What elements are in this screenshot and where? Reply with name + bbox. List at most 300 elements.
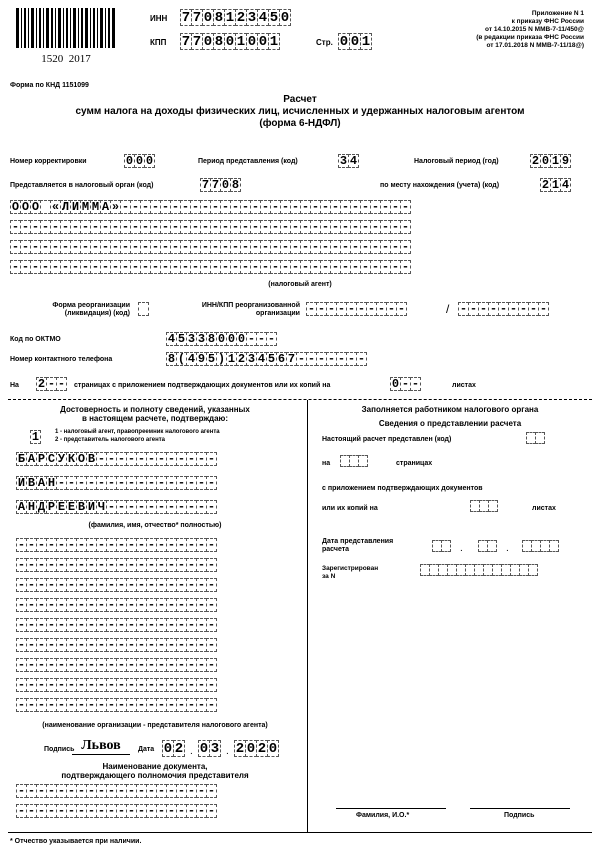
char-cell[interactable]: - [117, 558, 126, 572]
char-cell[interactable]: 7 [287, 352, 296, 366]
char-cell[interactable]: - [77, 618, 86, 632]
char-cell[interactable]: - [27, 598, 36, 612]
char-cell[interactable]: - [167, 658, 176, 672]
char-cell[interactable]: - [111, 220, 120, 234]
char-cell[interactable]: - [77, 598, 86, 612]
reorg-cells[interactable] [138, 302, 148, 316]
char-cell[interactable]: - [27, 804, 36, 818]
char-cell[interactable]: - [341, 200, 350, 214]
char-cell[interactable]: - [261, 240, 270, 254]
char-cell[interactable]: - [157, 452, 166, 466]
char-cell[interactable]: - [317, 352, 326, 366]
char-cell[interactable]: 7 [192, 34, 202, 50]
char-cell[interactable]: - [87, 804, 96, 818]
char-cell[interactable]: 0 [339, 34, 349, 50]
char-cell[interactable]: 4 [561, 178, 570, 192]
char-cell[interactable]: - [317, 302, 326, 316]
char-cell[interactable]: - [107, 804, 116, 818]
char-cell[interactable]: - [141, 200, 150, 214]
char-cell[interactable]: - [167, 500, 176, 514]
char-cell[interactable]: - [147, 558, 156, 572]
char-cell[interactable]: - [297, 352, 306, 366]
char-cell[interactable]: - [151, 220, 160, 234]
char-cell[interactable]: - [137, 598, 146, 612]
char-cell[interactable]: 2 [37, 377, 46, 391]
char-cell[interactable]: Р [47, 500, 56, 514]
char-cell[interactable]: - [197, 678, 206, 692]
char-cell[interactable]: - [107, 658, 116, 672]
char-cell[interactable]: - [57, 678, 66, 692]
reorg-inn-cells[interactable] [306, 302, 406, 316]
char-cell[interactable]: - [167, 578, 176, 592]
char-cell[interactable]: - [177, 804, 186, 818]
char-cell[interactable]: - [17, 784, 26, 798]
char-cell[interactable]: - [161, 240, 170, 254]
char-cell[interactable]: - [137, 678, 146, 692]
char-cell[interactable]: - [67, 618, 76, 632]
pages-cells[interactable] [36, 377, 66, 391]
char-cell[interactable]: - [27, 538, 36, 552]
location-cells[interactable] [540, 178, 570, 192]
char-cell[interactable]: - [321, 220, 330, 234]
char-cell[interactable]: - [147, 698, 156, 712]
char-cell[interactable]: - [27, 638, 36, 652]
char-cell[interactable]: - [187, 452, 196, 466]
org-row4[interactable] [16, 598, 216, 612]
char-cell[interactable]: И [17, 476, 26, 490]
char-cell[interactable]: - [37, 784, 46, 798]
char-cell[interactable]: - [177, 618, 186, 632]
char-cell[interactable]: - [47, 377, 56, 391]
char-cell[interactable]: 8 [207, 332, 216, 346]
char-cell[interactable]: 8 [214, 34, 224, 50]
char-cell[interactable]: 2 [541, 178, 550, 192]
phone-cells[interactable] [166, 352, 366, 366]
char-cell[interactable]: - [321, 260, 330, 274]
char-cell[interactable]: Н [47, 476, 56, 490]
char-cell[interactable]: Р [37, 452, 46, 466]
char-cell[interactable]: - [191, 240, 200, 254]
char-cell[interactable]: - [57, 578, 66, 592]
char-cell[interactable]: - [87, 638, 96, 652]
char-cell[interactable]: - [117, 698, 126, 712]
char-cell[interactable]: - [197, 452, 206, 466]
char-cell[interactable]: - [207, 558, 216, 572]
char-cell[interactable]: - [37, 658, 46, 672]
char-cell[interactable]: - [17, 558, 26, 572]
char-cell[interactable]: - [27, 698, 36, 712]
char-cell[interactable]: 2 [237, 352, 246, 366]
char-cell[interactable]: - [141, 260, 150, 274]
char-cell[interactable]: - [127, 678, 136, 692]
char-cell[interactable]: - [157, 538, 166, 552]
char-cell[interactable]: - [121, 240, 130, 254]
char-cell[interactable]: - [351, 240, 360, 254]
char-cell[interactable]: - [489, 302, 498, 316]
char-cell[interactable]: - [221, 220, 230, 234]
reorg-kpp-cells[interactable] [458, 302, 548, 316]
char-cell[interactable]: - [67, 638, 76, 652]
char-cell[interactable]: - [27, 558, 36, 572]
authority-cells[interactable] [200, 178, 240, 192]
char-cell[interactable]: - [191, 260, 200, 274]
char-cell[interactable]: - [47, 618, 56, 632]
char-cell[interactable]: 0 [221, 178, 230, 192]
char-cell[interactable]: 1 [236, 34, 246, 50]
char-cell[interactable]: - [241, 220, 250, 234]
char-cell[interactable]: - [167, 678, 176, 692]
char-cell[interactable]: - [381, 260, 390, 274]
char-cell[interactable]: - [87, 598, 96, 612]
char-cell[interactable]: - [137, 638, 146, 652]
right-date-m[interactable] [478, 540, 496, 552]
char-cell[interactable]: - [37, 618, 46, 632]
char-cell[interactable]: - [31, 240, 40, 254]
char-cell[interactable]: 9 [197, 352, 206, 366]
char-cell[interactable]: - [371, 200, 380, 214]
char-cell[interactable]: - [167, 804, 176, 818]
char-cell[interactable]: - [307, 352, 316, 366]
char-cell[interactable]: - [107, 678, 116, 692]
char-cell[interactable]: - [177, 500, 186, 514]
char-cell[interactable]: - [17, 578, 26, 592]
char-cell[interactable]: - [127, 784, 136, 798]
char-cell[interactable]: - [107, 500, 116, 514]
char-cell[interactable]: - [121, 260, 130, 274]
char-cell[interactable]: - [397, 302, 406, 316]
char-cell[interactable]: - [371, 220, 380, 234]
char-cell[interactable]: - [67, 784, 76, 798]
char-cell[interactable]: - [381, 240, 390, 254]
char-cell[interactable]: - [17, 598, 26, 612]
char-cell[interactable]: К [67, 452, 76, 466]
char-cell[interactable]: Е [57, 500, 66, 514]
char-cell[interactable]: 4 [258, 10, 268, 26]
char-cell[interactable]: 1 [269, 34, 279, 50]
char-cell[interactable]: - [197, 500, 206, 514]
char-cell[interactable]: 2 [257, 741, 267, 757]
agent-name-row3[interactable] [10, 240, 410, 254]
char-cell[interactable]: - [187, 538, 196, 552]
char-cell[interactable]: - [37, 558, 46, 572]
char-cell[interactable]: - [251, 240, 260, 254]
org-row2[interactable] [16, 558, 216, 572]
char-cell[interactable]: - [117, 500, 126, 514]
char-cell[interactable]: - [177, 678, 186, 692]
char-cell[interactable]: 7 [181, 34, 191, 50]
char-cell[interactable]: - [107, 618, 116, 632]
char-cell[interactable]: - [177, 558, 186, 572]
char-cell[interactable]: - [87, 678, 96, 692]
char-cell[interactable]: - [47, 678, 56, 692]
char-cell[interactable]: - [157, 784, 166, 798]
char-cell[interactable]: - [67, 804, 76, 818]
char-cell[interactable]: - [509, 302, 518, 316]
char-cell[interactable]: - [81, 260, 90, 274]
char-cell[interactable]: - [117, 598, 126, 612]
char-cell[interactable]: 0 [203, 34, 213, 50]
char-cell[interactable]: - [171, 220, 180, 234]
char-cell[interactable]: 8 [231, 178, 240, 192]
char-cell[interactable]: - [57, 558, 66, 572]
char-cell[interactable]: - [291, 240, 300, 254]
char-cell[interactable]: - [321, 200, 330, 214]
char-cell[interactable]: - [311, 200, 320, 214]
char-cell[interactable]: - [21, 220, 30, 234]
char-cell[interactable]: - [207, 598, 216, 612]
char-cell[interactable]: - [221, 260, 230, 274]
char-cell[interactable]: - [137, 618, 146, 632]
char-cell[interactable]: - [77, 638, 86, 652]
char-cell[interactable]: - [157, 598, 166, 612]
char-cell[interactable]: В [77, 500, 86, 514]
char-cell[interactable]: - [187, 618, 196, 632]
char-cell[interactable]: - [61, 260, 70, 274]
char-cell[interactable]: - [87, 658, 96, 672]
char-cell[interactable]: О [11, 200, 20, 214]
char-cell[interactable]: - [27, 678, 36, 692]
char-cell[interactable]: 0 [125, 154, 134, 168]
char-cell[interactable]: - [117, 538, 126, 552]
char-cell[interactable]: - [187, 598, 196, 612]
char-cell[interactable]: - [107, 578, 116, 592]
char-cell[interactable]: - [157, 698, 166, 712]
char-cell[interactable]: - [207, 638, 216, 652]
tax-period-cells[interactable] [530, 154, 570, 168]
char-cell[interactable]: - [181, 220, 190, 234]
char-cell[interactable]: - [211, 260, 220, 274]
correction-cells[interactable] [124, 154, 154, 168]
char-cell[interactable]: - [197, 784, 206, 798]
char-cell[interactable]: - [137, 538, 146, 552]
char-cell[interactable]: - [201, 260, 210, 274]
char-cell[interactable]: - [117, 476, 126, 490]
char-cell[interactable]: - [97, 698, 106, 712]
char-cell[interactable]: - [117, 638, 126, 652]
kpp-cells[interactable] [180, 33, 279, 50]
char-cell[interactable]: - [267, 332, 276, 346]
char-cell[interactable]: - [241, 260, 250, 274]
char-cell[interactable]: 5 [207, 352, 216, 366]
char-cell[interactable]: - [301, 200, 310, 214]
char-cell[interactable]: - [401, 240, 410, 254]
char-cell[interactable]: - [127, 618, 136, 632]
right-pages-cells[interactable] [340, 455, 367, 467]
char-cell[interactable]: - [27, 578, 36, 592]
char-cell[interactable]: - [57, 377, 66, 391]
char-cell[interactable]: - [131, 220, 140, 234]
char-cell[interactable]: О [21, 200, 30, 214]
char-cell[interactable]: А [17, 500, 26, 514]
char-cell[interactable]: - [57, 804, 66, 818]
char-cell[interactable]: - [147, 618, 156, 632]
char-cell[interactable]: - [207, 804, 216, 818]
char-cell[interactable]: - [47, 698, 56, 712]
char-cell[interactable]: Н [27, 500, 36, 514]
char-cell[interactable]: - [127, 500, 136, 514]
char-cell[interactable]: - [201, 240, 210, 254]
char-cell[interactable]: - [51, 240, 60, 254]
char-cell[interactable]: - [197, 698, 206, 712]
char-cell[interactable]: - [37, 804, 46, 818]
doc-row1[interactable] [16, 784, 216, 798]
char-cell[interactable]: - [271, 220, 280, 234]
char-cell[interactable]: - [411, 377, 420, 391]
char-cell[interactable]: - [57, 784, 66, 798]
char-cell[interactable]: 0 [246, 741, 256, 757]
char-cell[interactable]: - [177, 578, 186, 592]
char-cell[interactable]: - [107, 598, 116, 612]
char-cell[interactable]: 2 [235, 741, 245, 757]
char-cell[interactable]: - [351, 200, 360, 214]
char-cell[interactable]: - [519, 302, 528, 316]
char-cell[interactable]: - [67, 578, 76, 592]
char-cell[interactable]: - [147, 784, 156, 798]
char-cell[interactable]: - [197, 638, 206, 652]
char-cell[interactable]: 5 [269, 10, 279, 26]
char-cell[interactable]: М [91, 200, 100, 214]
char-cell[interactable]: - [151, 200, 160, 214]
char-cell[interactable]: 0 [268, 741, 278, 757]
char-cell[interactable]: - [137, 804, 146, 818]
char-cell[interactable]: - [387, 302, 396, 316]
char-cell[interactable]: - [231, 200, 240, 214]
char-cell[interactable]: - [71, 220, 80, 234]
char-cell[interactable]: - [127, 598, 136, 612]
char-cell[interactable]: - [137, 558, 146, 572]
char-cell[interactable]: - [27, 658, 36, 672]
char-cell[interactable]: - [111, 260, 120, 274]
char-cell[interactable]: - [167, 538, 176, 552]
char-cell[interactable]: - [21, 240, 30, 254]
char-cell[interactable]: - [17, 618, 26, 632]
char-cell[interactable]: 2 [531, 154, 540, 168]
char-cell[interactable]: 7 [181, 10, 191, 26]
char-cell[interactable]: - [391, 200, 400, 214]
char-cell[interactable]: - [161, 260, 170, 274]
char-cell[interactable]: - [97, 538, 106, 552]
right-reg-cells[interactable] [420, 564, 537, 576]
char-cell[interactable]: - [101, 260, 110, 274]
char-cell[interactable]: - [251, 220, 260, 234]
char-cell[interactable]: - [157, 658, 166, 672]
char-cell[interactable]: - [127, 558, 136, 572]
char-cell[interactable]: - [381, 220, 390, 234]
char-cell[interactable]: - [207, 538, 216, 552]
char-cell[interactable]: 0 [280, 10, 290, 26]
char-cell[interactable]: - [347, 302, 356, 316]
char-cell[interactable]: С [47, 452, 56, 466]
char-cell[interactable]: - [157, 558, 166, 572]
char-cell[interactable]: - [17, 658, 26, 672]
char-cell[interactable]: М [81, 200, 90, 214]
char-cell[interactable]: - [341, 220, 350, 234]
date-year-cells[interactable] [234, 740, 278, 757]
char-cell[interactable]: - [141, 240, 150, 254]
char-cell[interactable]: - [137, 578, 146, 592]
char-cell[interactable]: - [311, 220, 320, 234]
char-cell[interactable]: 0 [145, 154, 154, 168]
char-cell[interactable]: - [137, 658, 146, 672]
doc-row2[interactable] [16, 804, 216, 818]
org-row3[interactable] [16, 578, 216, 592]
period-cells[interactable] [338, 154, 358, 168]
char-cell[interactable]: 0 [225, 34, 235, 50]
char-cell[interactable]: - [127, 538, 136, 552]
char-cell[interactable]: - [187, 638, 196, 652]
char-cell[interactable]: - [187, 698, 196, 712]
char-cell[interactable]: - [97, 658, 106, 672]
char-cell[interactable]: - [111, 240, 120, 254]
char-cell[interactable]: 3 [339, 154, 348, 168]
char-cell[interactable]: - [41, 240, 50, 254]
char-cell[interactable]: - [37, 598, 46, 612]
char-cell[interactable]: - [529, 302, 538, 316]
char-cell[interactable]: - [151, 240, 160, 254]
char-cell[interactable]: ( [177, 352, 186, 366]
char-cell[interactable]: - [377, 302, 386, 316]
char-cell[interactable]: 0 [227, 332, 236, 346]
char-cell[interactable]: - [67, 476, 76, 490]
char-cell[interactable]: - [281, 200, 290, 214]
char-cell[interactable]: - [361, 260, 370, 274]
char-cell[interactable]: 3 [247, 10, 257, 26]
char-cell[interactable]: - [11, 220, 20, 234]
char-cell[interactable]: - [117, 578, 126, 592]
char-cell[interactable]: - [177, 538, 186, 552]
char-cell[interactable]: Е [67, 500, 76, 514]
char-cell[interactable]: И [87, 500, 96, 514]
char-cell[interactable]: - [137, 500, 146, 514]
org-row6[interactable] [16, 638, 216, 652]
char-cell[interactable]: - [367, 302, 376, 316]
char-cell[interactable]: - [97, 618, 106, 632]
char-cell[interactable]: ) [217, 352, 226, 366]
char-cell[interactable]: 7 [201, 178, 210, 192]
char-cell[interactable]: « [51, 200, 60, 214]
char-cell[interactable]: - [117, 452, 126, 466]
char-cell[interactable]: - [57, 638, 66, 652]
char-cell[interactable]: - [331, 220, 340, 234]
char-cell[interactable]: - [241, 240, 250, 254]
page-cells[interactable] [338, 33, 371, 50]
char-cell[interactable]: 0 [217, 332, 226, 346]
char-cell[interactable]: - [87, 538, 96, 552]
char-cell[interactable]: 8 [214, 10, 224, 26]
char-cell[interactable]: - [177, 476, 186, 490]
inn-cells[interactable] [180, 9, 290, 26]
right-code-cells[interactable] [526, 432, 544, 444]
char-cell[interactable]: - [127, 638, 136, 652]
char-cell[interactable]: - [167, 476, 176, 490]
char-cell[interactable]: - [231, 260, 240, 274]
char-cell[interactable]: - [311, 260, 320, 274]
char-cell[interactable]: - [77, 558, 86, 572]
char-cell[interactable]: - [281, 220, 290, 234]
char-cell[interactable]: 0 [258, 34, 268, 50]
copies-cells[interactable] [390, 377, 420, 391]
char-cell[interactable]: - [341, 240, 350, 254]
patronymic-cells[interactable] [16, 500, 216, 514]
char-cell[interactable]: - [31, 260, 40, 274]
char-cell[interactable]: - [77, 578, 86, 592]
char-cell[interactable]: - [77, 658, 86, 672]
char-cell[interactable]: - [127, 452, 136, 466]
char-cell[interactable]: - [87, 476, 96, 490]
char-cell[interactable]: - [147, 678, 156, 692]
char-cell[interactable]: - [167, 598, 176, 612]
char-cell[interactable]: - [97, 784, 106, 798]
